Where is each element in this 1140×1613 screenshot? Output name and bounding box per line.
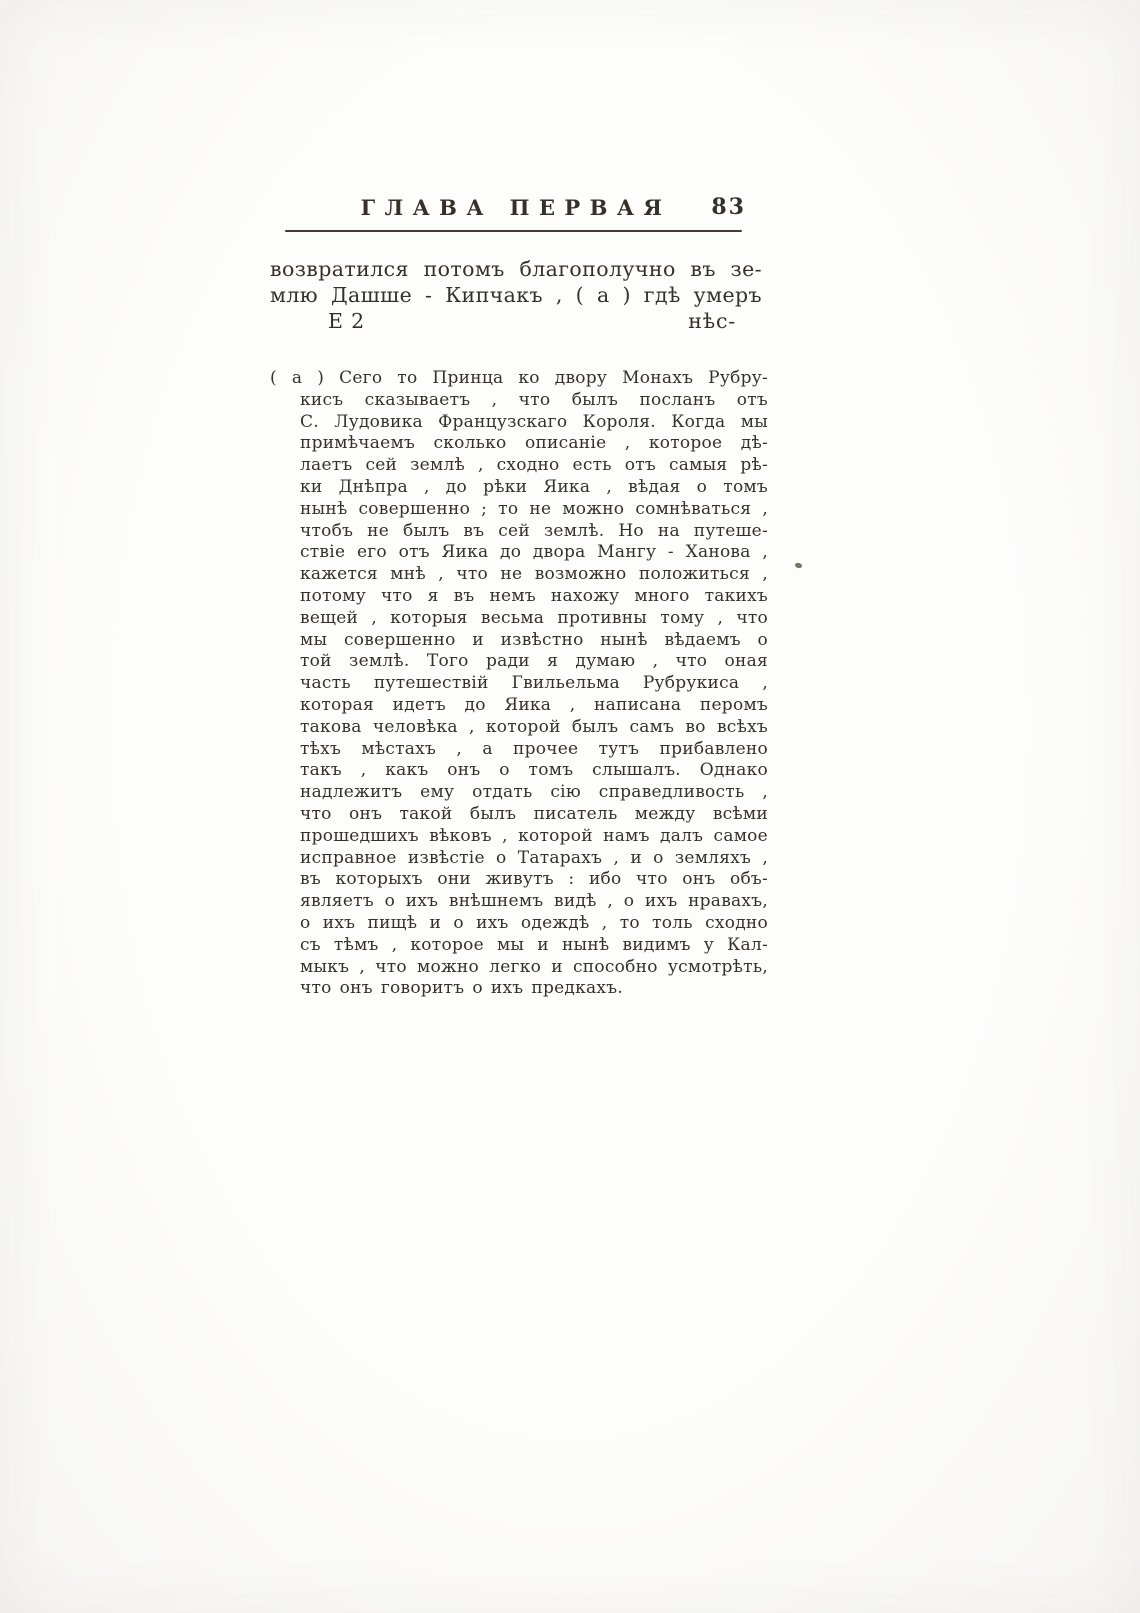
footnote-line: той землѣ. Того ради я думаю , что оная bbox=[300, 651, 768, 672]
footnote-line: о ихъ пищѣ и о ихъ одеждѣ , то толь сходно bbox=[300, 912, 768, 933]
footnote-line: ки Днѣпра , до рѣки Яика , вѣдая о томъ bbox=[300, 476, 768, 497]
footnote-line: которая идетъ до Яика , написана перомъ bbox=[300, 694, 768, 715]
page-header bbox=[270, 193, 762, 223]
footnote-line: прошедшихъ вѣковъ , которой намъ далъ самое bbox=[300, 825, 768, 846]
footnote-line: чтобъ не былъ въ сей землѣ. Но на путеше- bbox=[300, 520, 768, 541]
footnote-line: ( а ) Сего то Принца ко двору Монахъ Рубру- bbox=[270, 368, 768, 388]
footnote bbox=[270, 368, 768, 1000]
catchword: нѣс- bbox=[688, 309, 736, 333]
footnote-line: тѣхъ мѣстахъ , а прочее тутъ прибавлено bbox=[300, 738, 768, 759]
chapter-heading: ГЛАВА ПЕРВАЯ bbox=[360, 195, 672, 220]
page-number: 83 bbox=[711, 194, 746, 220]
footnote-line: вещей , которыя весьма противны тому , что bbox=[300, 607, 768, 628]
text-line: возвратился потомъ благополучно въ зе- bbox=[270, 257, 762, 281]
text-column bbox=[270, 193, 768, 1000]
signature-row bbox=[270, 308, 762, 334]
footnote-line: кажется мнѣ , что не возможно положиться , bbox=[300, 564, 768, 585]
footnote-line: исправное извѣстіе о Татарахъ , и о земляхъ , bbox=[300, 847, 768, 868]
footnote-line: въ которыхъ они живутъ : ибо что онъ объ- bbox=[300, 869, 768, 890]
main-text bbox=[270, 256, 762, 308]
footnote-line: являетъ о ихъ внѣшнемъ видѣ , о ихъ нравахъ, bbox=[300, 891, 768, 912]
footnote-line: кисъ сказываетъ , что былъ посланъ отъ bbox=[300, 389, 768, 410]
footnote-line: потому что я въ немъ нахожу много такихъ bbox=[300, 585, 768, 606]
footnote-line: примѣчаемъ сколько описаніе , которое дѣ- bbox=[300, 433, 768, 454]
footnote-line: нынѣ совершенно ; то не можно сомнѣваться , bbox=[300, 498, 768, 519]
header-rule bbox=[285, 230, 742, 232]
footnote-line: ствіе его отъ Яика до двора Мангу - Ханова , bbox=[300, 542, 768, 563]
footnote-line: что онъ говоритъ о ихъ предкахъ. bbox=[300, 978, 623, 999]
footnote-line: съ тѣмъ , которое мы и нынѣ видимъ у Кал- bbox=[300, 934, 768, 955]
footnote-line: что онъ такой былъ писатель между всѣми bbox=[300, 803, 768, 824]
footnote-line: часть путешествій Гвильельма Рубрукиса , bbox=[300, 673, 768, 694]
ink-speck bbox=[794, 562, 802, 569]
footnote-line: лаетъ сей землѣ , сходно есть отъ самыя рѣ- bbox=[300, 455, 768, 476]
footnote-line: мы совершенно и извѣстно нынѣ вѣдаемъ о bbox=[300, 629, 768, 650]
text-line: млю Дашше - Кипчакъ , ( а ) гдѣ умеръ bbox=[270, 283, 762, 307]
footnote-line: надлежитъ ему отдать сію справедливость , bbox=[300, 782, 768, 803]
footnote-line: мыкъ , что можно легко и способно усмотрѣть, bbox=[300, 956, 768, 977]
footnote-line: такъ , какъ онъ о томъ слышалъ. Однако bbox=[300, 760, 768, 781]
footnote-line: С. Лудовика Французскаго Короля. Когда мы bbox=[300, 411, 768, 432]
signature-mark: Е 2 bbox=[328, 309, 365, 333]
footnote-line: такова человѣка , которой былъ самъ во всѣхъ bbox=[300, 716, 768, 737]
